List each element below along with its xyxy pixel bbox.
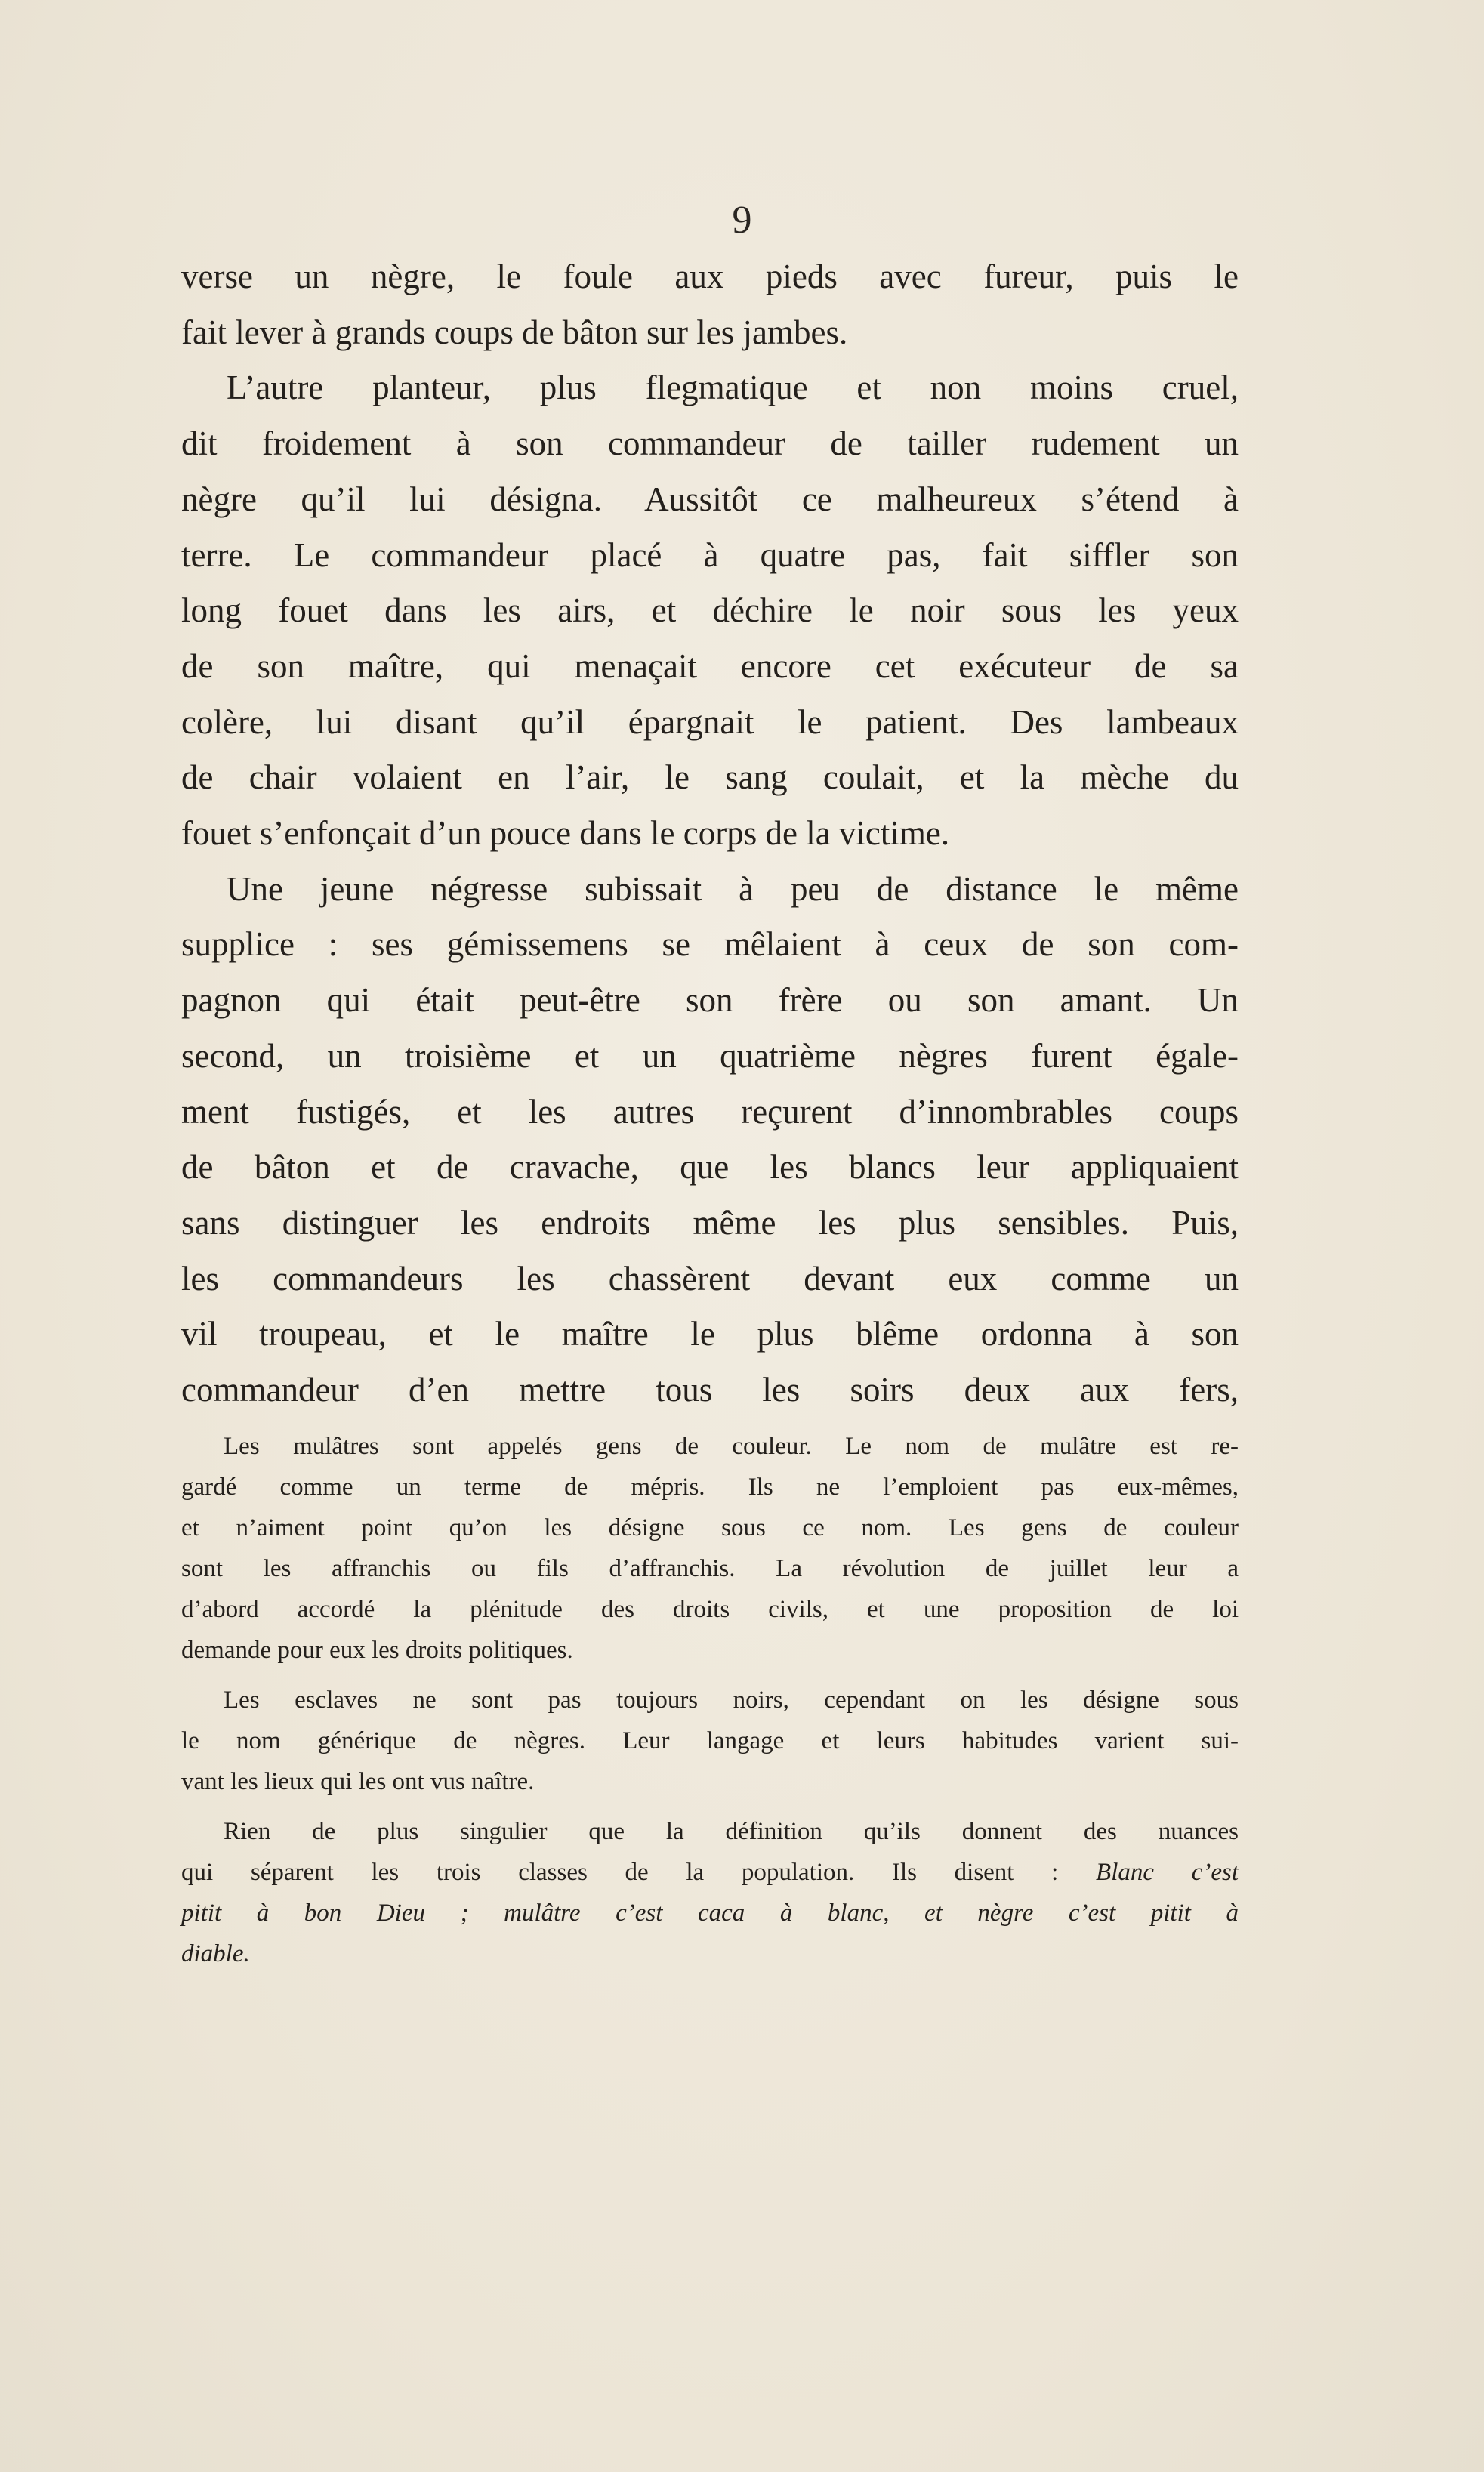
- text-line: nègre qu’il lui désigna. Aussitôt ce malheureux s’étend à: [181, 480, 1239, 518]
- text-line: long fouet dans les airs, et déchire le noir sous les yeux: [181, 591, 1239, 630]
- footnote-line: sont les affranchis ou fils d’affranchis. La révolution de juillet leur a: [181, 1555, 1239, 1582]
- paragraph-3: [181, 862, 1239, 1418]
- text-line: fouet s’enfonçait d’un pouce dans le corps de la victime.: [181, 814, 950, 853]
- text-line: terre. Le commandeur placé à quatre pas, fait siffler son: [181, 535, 1239, 574]
- footnote-line: [181, 1933, 1239, 1974]
- text-line: commandeur d’en mettre tous les soirs deux aux fers,: [181, 1371, 1239, 1409]
- text-line: second, un troisième et un quatrième nègres furent égale-: [181, 1036, 1239, 1075]
- paragraph-2: [181, 360, 1239, 861]
- footnote-line: demande pour eux les droits politiques.: [181, 1637, 573, 1664]
- footnote-line: Les esclaves ne sont pas toujours noirs, cependant on les désigne sous: [224, 1687, 1239, 1714]
- text-line: verse un nègre, le foule aux pieds avec fureur, puis le: [181, 258, 1239, 295]
- text-line: ment fustigés, et les autres reçurent d’innombrables coups: [181, 1092, 1239, 1131]
- text-line: de chair volaient en l’air, le sang coulait, et la mèche du: [181, 758, 1239, 797]
- text-line: de bâton et de cravache, que les blancs leur appliquaient: [181, 1148, 1239, 1187]
- footnote-3: [181, 1811, 1239, 1974]
- text-line: supplice : ses gémissemens se mêlaient à ceux de son com-: [181, 925, 1239, 964]
- footnote-line: gardé comme un terme de mépris. Ils ne l’emploient pas eux-mêmes,: [181, 1474, 1239, 1501]
- text-line: les commandeurs les chassèrent devant eux comme un: [181, 1259, 1239, 1298]
- text-line: fait lever à grands coups de bâton sur les jambes.: [181, 313, 848, 351]
- footnote-line: [181, 1852, 1239, 1893]
- text-line: de son maître, qui menaçait encore cet exécuteur de sa: [181, 647, 1239, 685]
- footnote-italic-text: diable.: [181, 1940, 250, 1967]
- footnote-line: le nom générique de nègres. Leur langage et leurs habitudes varient sui-: [181, 1727, 1239, 1754]
- footnote-italic-text: pitit à bon Dieu ; mulâtre c’est caca à blanc, et nègre c’est pitit à: [181, 1900, 1239, 1927]
- footnote-text: qui séparent les trois classes de la population. Ils disent :: [181, 1859, 1097, 1886]
- footnote-1: [181, 1426, 1239, 1671]
- text-line: colère, lui disant qu’il épargnait le patient. Des lambeaux: [181, 702, 1239, 741]
- text-line: Une jeune négresse subissait à peu de distance le même: [227, 869, 1239, 908]
- footnote-line: d’abord accordé la plénitude des droits civils, et une proposition de loi: [181, 1596, 1239, 1623]
- paragraph-1: [181, 249, 1239, 360]
- footnote-line: vant les lieux qui les ont vus naître.: [181, 1768, 535, 1795]
- text-line: dit froidement à son commandeur de tailler rudement un: [181, 424, 1239, 463]
- text-line: vil troupeau, et le maître le plus blême ordonna à son: [181, 1315, 1239, 1353]
- text-line: sans distinguer les endroits même les plus sensibles. Puis,: [181, 1203, 1239, 1242]
- footnote-line: et n’aiment point qu’on les désigne sous ce nom. Les gens de couleur: [181, 1514, 1239, 1542]
- footnotes: [181, 1426, 1239, 1983]
- footnote-line: [181, 1893, 1239, 1933]
- footnote-italic-text: Blanc c’est: [1096, 1859, 1239, 1886]
- footnote-2: [181, 1680, 1239, 1802]
- text-line: L’autre planteur, plus flegmatique et non moins cruel,: [227, 369, 1239, 407]
- footnote-line: Les mulâtres sont appelés gens de couleur. Le nom de mulâtre est re-: [224, 1433, 1239, 1460]
- page-number: 9: [732, 199, 752, 242]
- text-line: pagnon qui était peut-être son frère ou son amant. Un: [181, 981, 1239, 1020]
- main-text: [181, 249, 1239, 1418]
- footnote-line: Rien de plus singulier que la définition qu’ils donnent des nuances: [224, 1818, 1239, 1845]
